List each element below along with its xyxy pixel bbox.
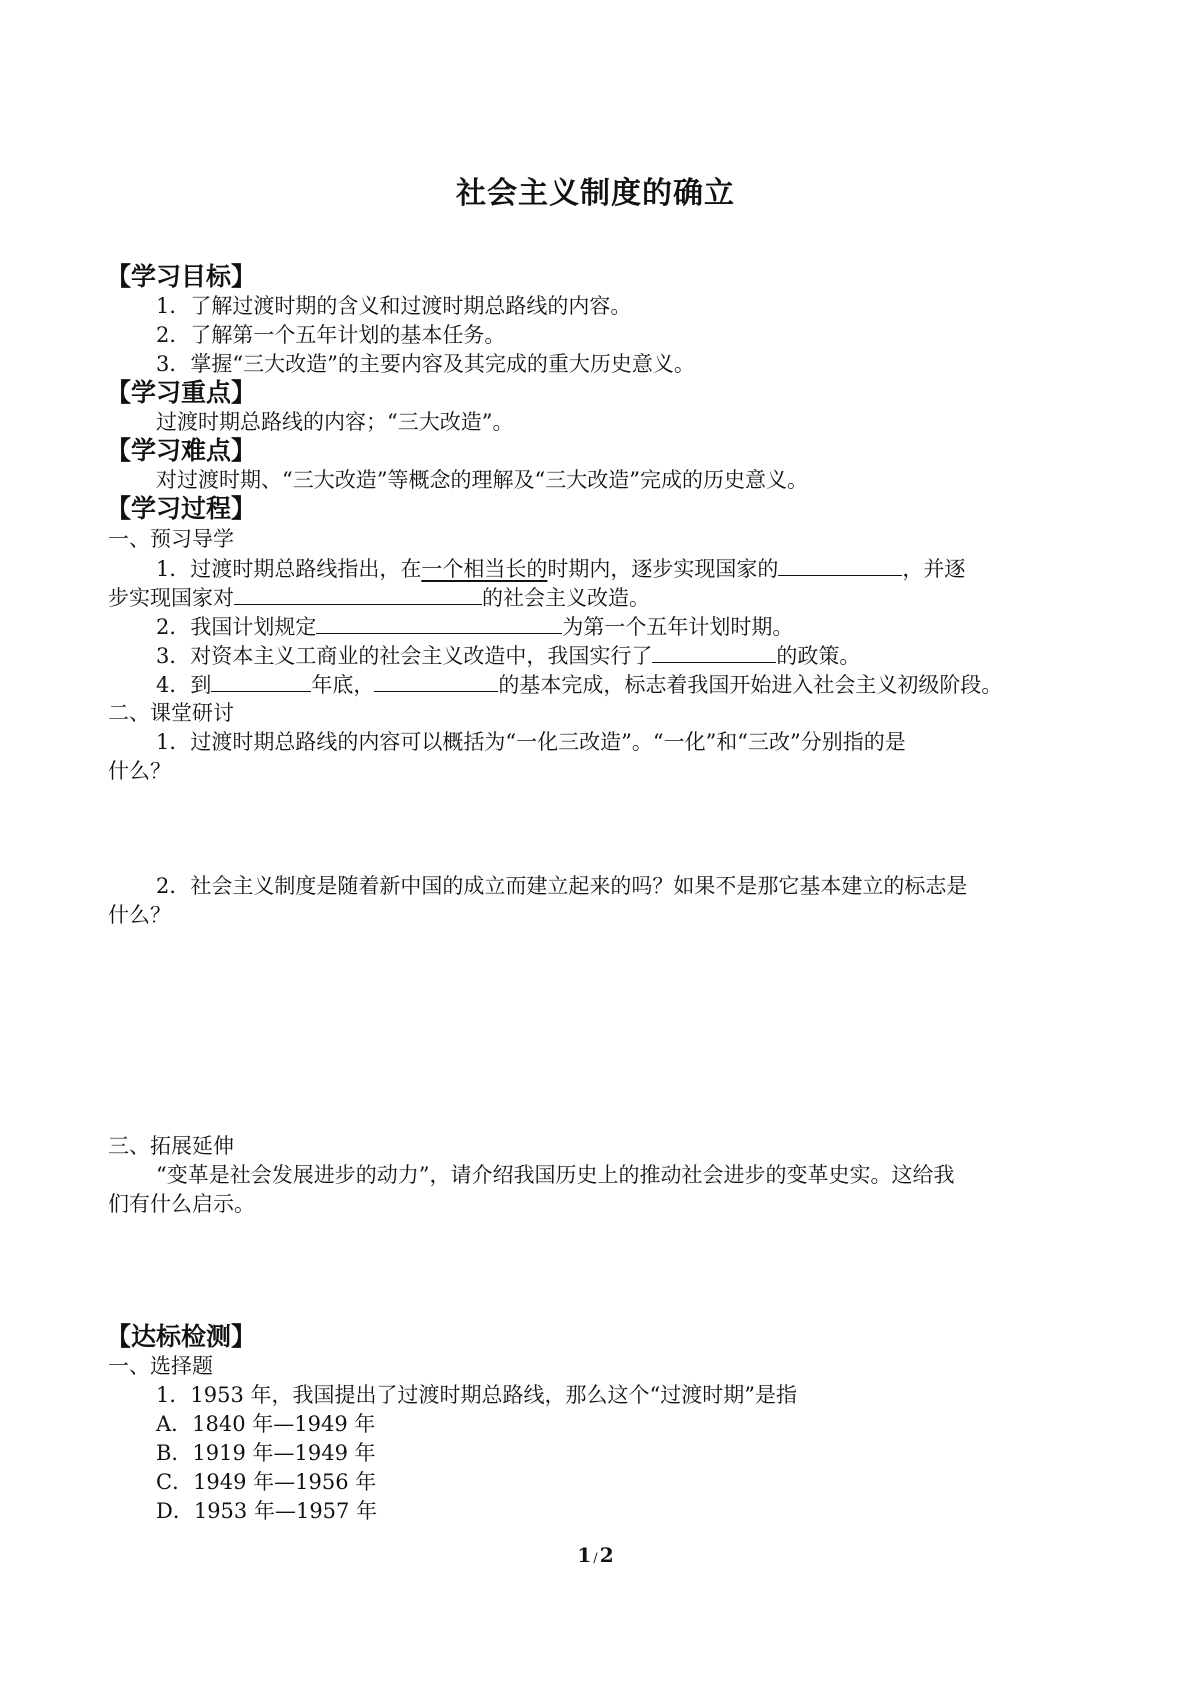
- q4-text: 年底，: [311, 673, 375, 697]
- q1-text: 的社会主义改造。: [482, 586, 650, 610]
- objective-item: 1．了解过渡时期的含义和过渡时期总路线的内容。: [156, 294, 632, 318]
- discussion-question-1-cont: 什么？: [108, 759, 171, 783]
- fill-in-blank[interactable]: [652, 640, 776, 663]
- q2-text: 2．我国计划规定: [156, 615, 317, 639]
- q1-text: ，并逐: [902, 557, 966, 581]
- difficulties-text: 对过渡时期、“三大改造”等概念的理解及“三大改造”完成的历史意义。: [156, 468, 808, 492]
- discussion-question-2-cont: 什么？: [108, 903, 171, 927]
- objective-item: 2．了解第一个五年计划的基本任务。: [156, 323, 506, 347]
- page-number: [0, 1543, 1191, 1567]
- fill-in-blank[interactable]: [316, 611, 562, 634]
- discussion-question-2: 2．社会主义制度是随着新中国的成立而建立起来的吗？如果不是那它基本建立的标志是: [156, 874, 968, 898]
- q1-text: 1．过渡时期总路线指出，在: [156, 557, 422, 581]
- key-points-heading: 【学习重点】: [106, 378, 257, 407]
- choice-option-d: D．1953 年—1957 年: [156, 1499, 378, 1523]
- process-heading: 【学习过程】: [106, 494, 257, 523]
- page-current: 1: [577, 1543, 592, 1567]
- key-points-text: 过渡时期总路线的内容；“三大改造”。: [156, 410, 514, 434]
- choice-option-a: A．1840 年—1949 年: [156, 1412, 376, 1436]
- preview-heading: 一、预习导学: [108, 527, 234, 551]
- page-total: 2: [599, 1543, 614, 1567]
- q1-underlined-text: 一个相当长的: [421, 557, 548, 581]
- preview-question-2: [156, 611, 793, 642]
- preview-question-1-cont: [108, 582, 650, 613]
- extension-heading: 三、拓展延伸: [108, 1134, 234, 1158]
- discussion-question-1: 1．过渡时期总路线的内容可以概括为“一化三改造”。“一化”和“三改”分别指的是: [156, 730, 906, 754]
- fill-in-blank[interactable]: [234, 582, 482, 605]
- q4-text: 的基本完成，标志着我国开始进入社会主义初级阶段。: [498, 673, 1003, 697]
- extension-question-cont: 们有什么启示。: [108, 1192, 255, 1216]
- difficulties-heading: 【学习难点】: [106, 436, 257, 465]
- preview-question-1: [156, 553, 965, 584]
- fill-in-blank[interactable]: [211, 669, 311, 692]
- q3-text: 的政策。: [776, 644, 861, 668]
- page-title: 社会主义制度的确立: [456, 176, 735, 211]
- objectives-heading: 【学习目标】: [106, 262, 257, 291]
- fill-in-blank[interactable]: [374, 669, 498, 692]
- choice-question-1: 1．1953 年，我国提出了过渡时期总路线，那么这个“过渡时期”是指: [156, 1383, 797, 1407]
- preview-question-4: [156, 669, 1002, 700]
- discussion-heading: 二、课堂研讨: [108, 701, 234, 725]
- objective-item: 3．掌握“三大改造”的主要内容及其完成的重大历史意义。: [156, 352, 695, 376]
- assessment-heading: 【达标检测】: [106, 1322, 257, 1351]
- page-separator: /: [593, 1551, 598, 1566]
- q2-text: 为第一个五年计划时期。: [562, 615, 794, 639]
- choice-option-b: B．1919 年—1949 年: [156, 1441, 376, 1465]
- choice-heading: 一、选择题: [108, 1354, 213, 1378]
- q4-text: 4．到: [156, 673, 212, 697]
- q3-text: 3．对资本主义工商业的社会主义改造中，我国实行了: [156, 644, 653, 668]
- q1-text: 步实现国家对: [108, 586, 234, 610]
- fill-in-blank[interactable]: [778, 553, 902, 576]
- choice-option-c: C．1949 年—1956 年: [156, 1470, 377, 1494]
- q1-text: 时期内，逐步实现国家的: [547, 557, 779, 581]
- preview-question-3: [156, 640, 860, 671]
- extension-question: “变革是社会发展进步的动力”，请介绍我国历史上的推动社会进步的变革史实。这给我: [156, 1163, 955, 1187]
